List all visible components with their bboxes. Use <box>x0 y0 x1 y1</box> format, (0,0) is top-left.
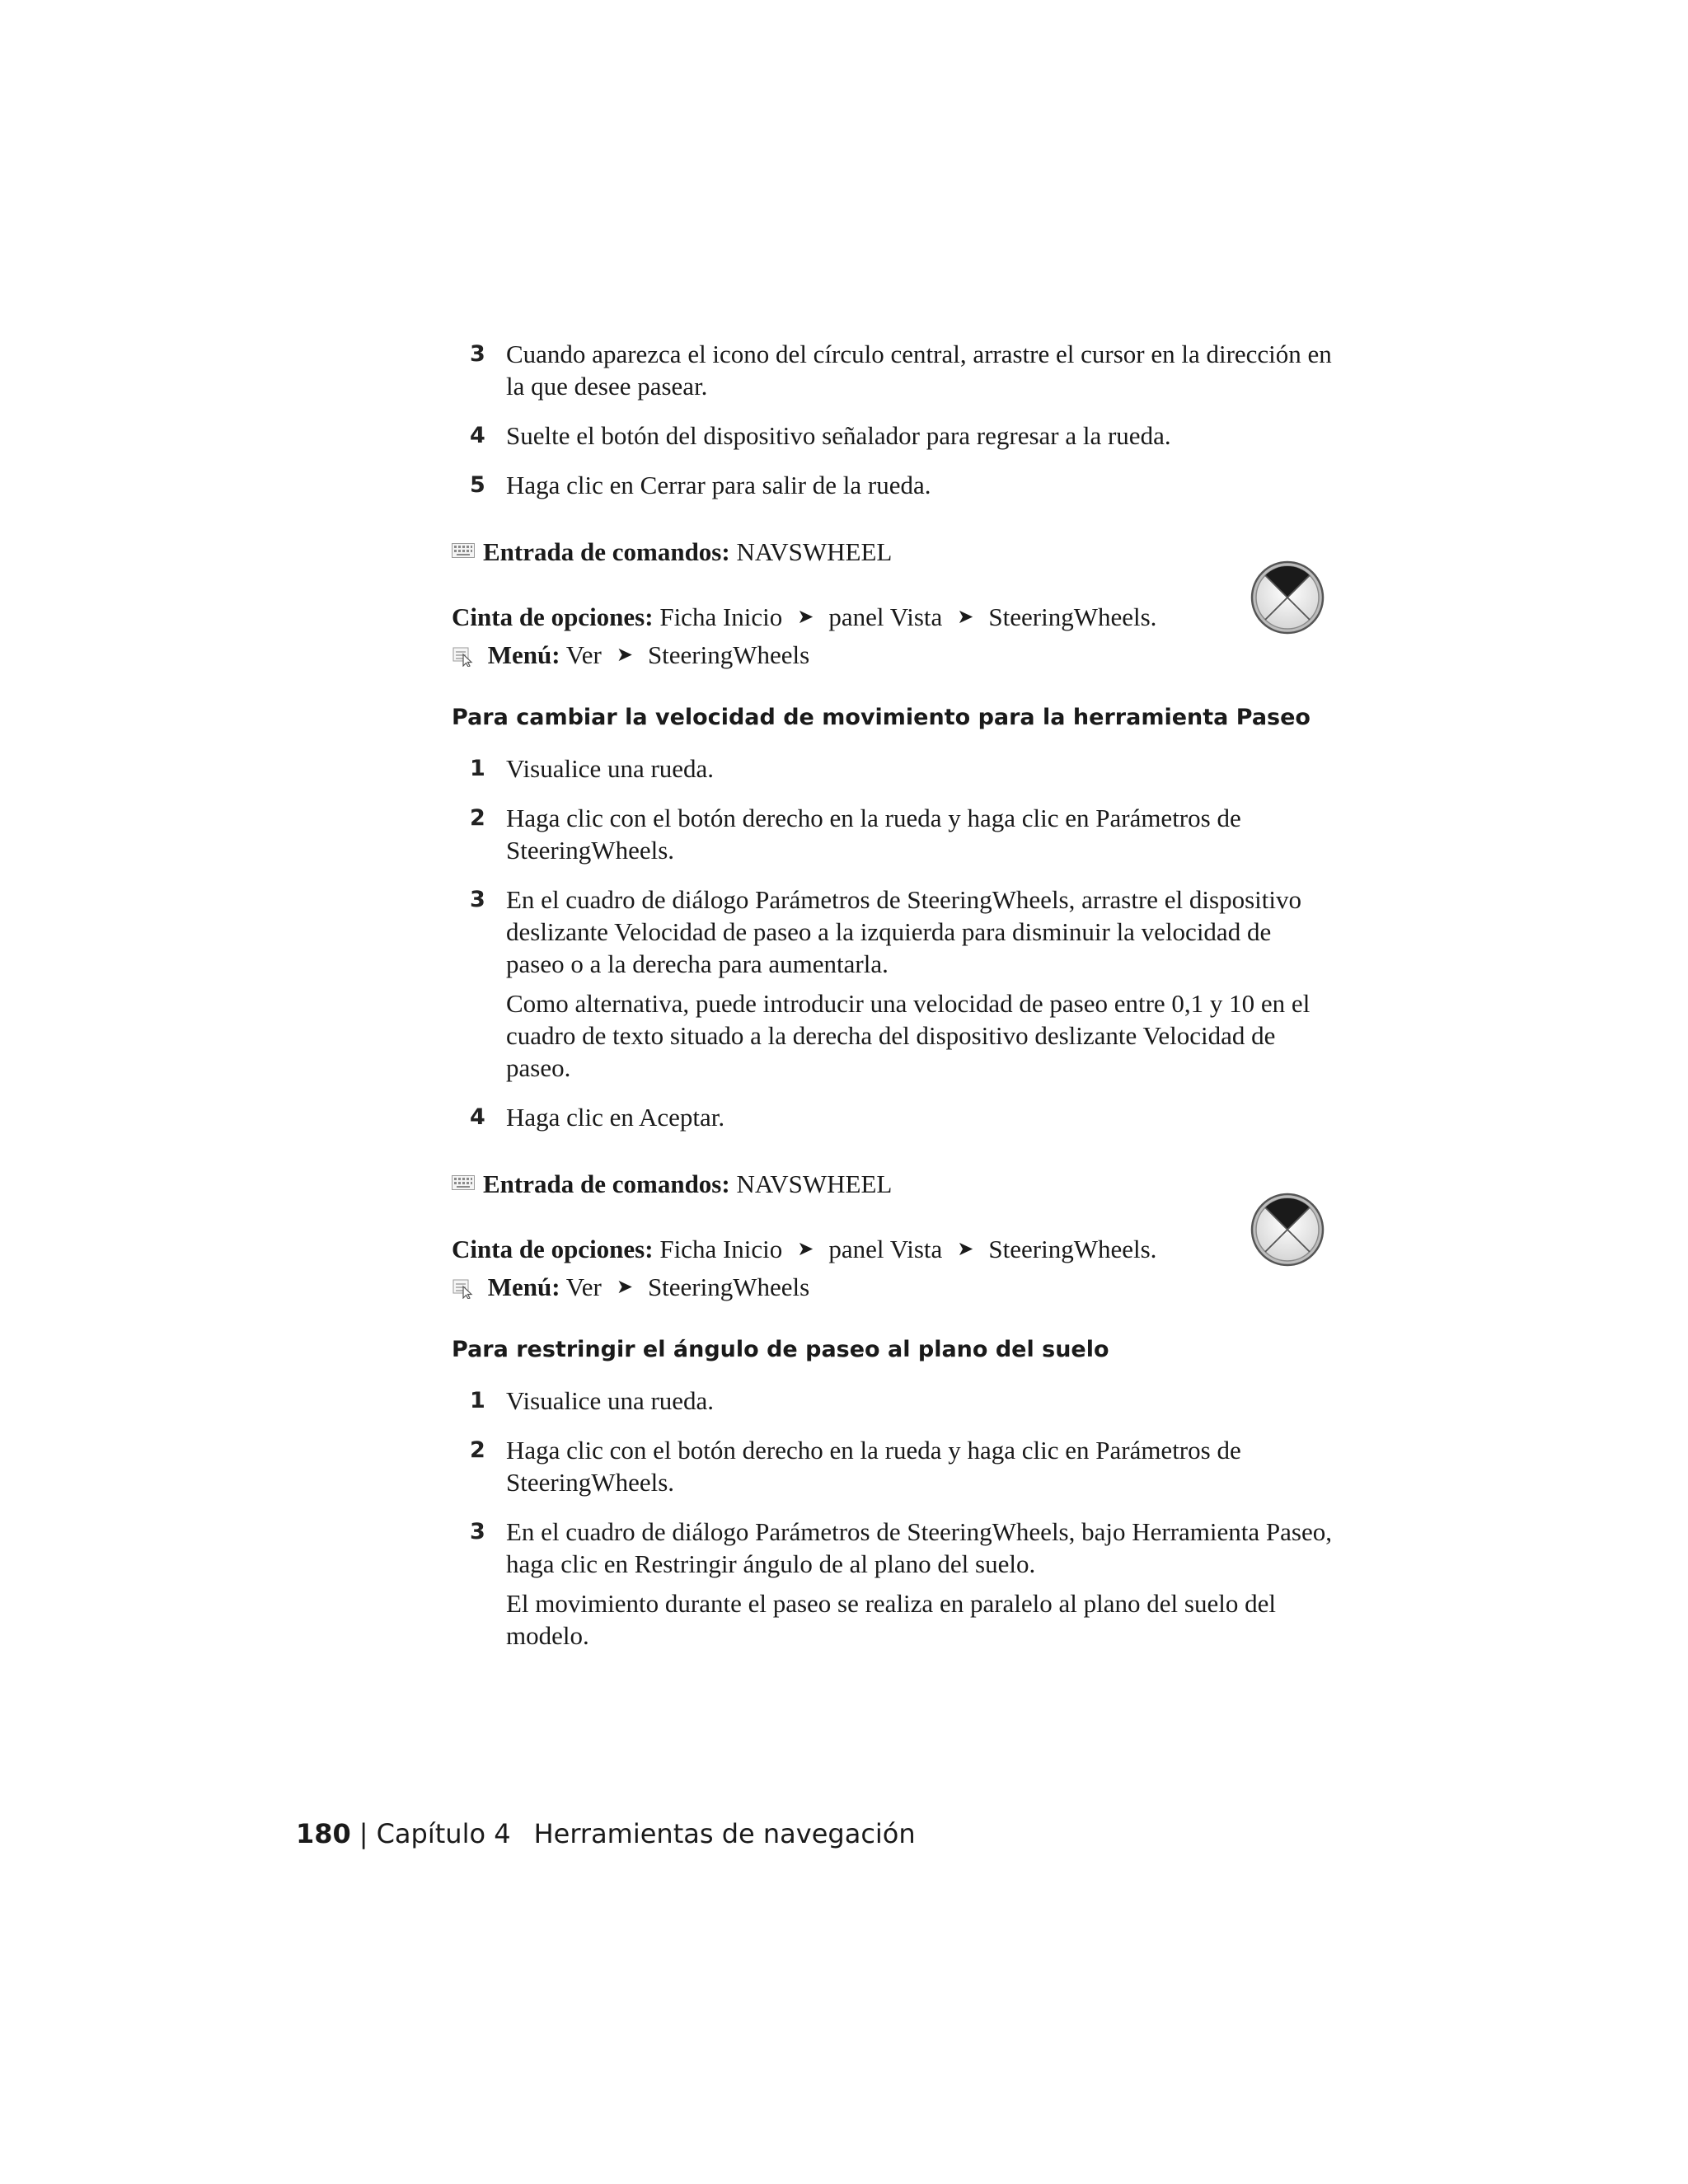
step-number: 1 <box>470 756 485 781</box>
chapter-title: Herramientas de navegación <box>533 1818 916 1849</box>
section-heading: Para restringir el ángulo de paseo al plano del suelo <box>452 1337 1109 1362</box>
step-text: En el cuadro de diálogo Parámetros de SteeringWheels, arrastre el dispositivo deslizante Velocidad de paseo a la izquierda para disminuir la velocidad de paseo o a la derecha para aumentarla. <box>506 885 1301 978</box>
list-item <box>452 469 1334 501</box>
footer-separator: | <box>359 1818 368 1849</box>
arrow-icon: ➤ <box>957 1237 974 1260</box>
arrow-icon: ➤ <box>616 643 633 666</box>
list-item <box>452 338 1334 402</box>
ribbon-menu-block <box>452 1231 1334 1307</box>
list-item <box>452 1516 1334 1652</box>
menu-part: SteeringWheels <box>647 640 810 669</box>
steering-wheel-icon <box>1250 560 1325 635</box>
ribbon-part: SteeringWheels. <box>988 602 1157 631</box>
page-number: 180 <box>296 1818 351 1849</box>
ribbon-label: Cinta de opciones: <box>452 602 654 631</box>
command-value: NAVSWHEEL <box>736 537 893 566</box>
step-number: 2 <box>470 1437 485 1463</box>
step-text: Cuando aparezca el icono del círculo central, arrastre el cursor en la dirección en la que desee pasear. <box>506 340 1332 401</box>
command-entry <box>452 1168 1334 1200</box>
command-label: Entrada de comandos: <box>483 1169 730 1198</box>
step-number: 3 <box>470 341 485 367</box>
step-number: 1 <box>470 1388 485 1413</box>
command-label: Entrada de comandos: <box>483 537 730 566</box>
list-item <box>452 883 1334 1084</box>
ribbon-line <box>452 1231 1334 1269</box>
step-text: Suelte el botón del dispositivo señalador para regresar a la rueda. <box>506 421 1171 450</box>
chapter-label: Capítulo 4 <box>376 1818 511 1849</box>
step-text: Visualice una rueda. <box>506 1386 715 1415</box>
ribbon-part: Ficha Inicio <box>659 1235 783 1263</box>
step-text: Haga clic en Aceptar. <box>506 1103 725 1132</box>
step-note: Como alternativa, puede introducir una velocidad de paseo entre 0,1 y 10 en el cuadro de texto situado a la derecha del dispositivo deslizante Velocidad de paseo. <box>506 989 1311 1082</box>
menu-part: Ver <box>565 1272 602 1301</box>
ribbon-part: SteeringWheels. <box>988 1235 1157 1263</box>
step-text: Visualice una rueda. <box>506 754 715 783</box>
menu-label: Menú: <box>487 640 560 669</box>
step-number: 3 <box>470 887 485 912</box>
step-note: El movimiento durante el paseo se realiza en paralelo al plano del suelo del modelo. <box>506 1589 1276 1650</box>
arrow-icon: ➤ <box>957 605 974 628</box>
list-item <box>452 802 1334 866</box>
menu-part: Ver <box>565 640 602 669</box>
keyboard-icon <box>452 1175 475 1190</box>
step-number: 5 <box>470 472 485 498</box>
list-item <box>452 1101 1334 1133</box>
step-text: En el cuadro de diálogo Parámetros de SteeringWheels, bajo Herramienta Paseo, haga clic en Restringir ángulo de al plano del suelo. <box>506 1517 1332 1578</box>
list-item <box>452 1385 1334 1417</box>
ribbon-part: panel Vista <box>828 1235 943 1263</box>
ribbon-menu-block <box>452 599 1334 675</box>
step-number: 2 <box>470 805 485 831</box>
menu-label: Menú: <box>487 1272 560 1301</box>
command-entry <box>452 536 1334 568</box>
ribbon-part: Ficha Inicio <box>659 602 783 631</box>
page-footer <box>296 1817 916 1850</box>
step-number: 4 <box>470 423 485 448</box>
content <box>452 338 1334 1669</box>
step-text: Haga clic con el botón derecho en la rueda y haga clic en Parámetros de SteeringWheels. <box>506 804 1241 865</box>
menu-line <box>452 637 1334 675</box>
ribbon-label: Cinta de opciones: <box>452 1235 654 1263</box>
ribbon-line <box>452 599 1334 637</box>
list-item <box>452 1434 1334 1498</box>
arrow-icon: ➤ <box>616 1275 633 1298</box>
menu-part: SteeringWheels <box>647 1272 810 1301</box>
step-number: 4 <box>470 1104 485 1130</box>
command-value: NAVSWHEEL <box>736 1169 893 1198</box>
menu-icon <box>452 1277 475 1299</box>
arrow-icon: ➤ <box>797 1237 814 1260</box>
menu-line <box>452 1269 1334 1307</box>
step-text: Haga clic con el botón derecho en la rueda y haga clic en Parámetros de SteeringWheels. <box>506 1436 1241 1497</box>
steering-wheel-icon <box>1250 1192 1325 1268</box>
keyboard-icon <box>452 543 475 558</box>
menu-icon <box>452 645 475 667</box>
list-item <box>452 419 1334 452</box>
ribbon-part: panel Vista <box>828 602 943 631</box>
list-item <box>452 752 1334 785</box>
section-heading: Para cambiar la velocidad de movimiento para la herramienta Paseo <box>452 705 1311 730</box>
step-number: 3 <box>470 1519 485 1544</box>
step-text: Haga clic en Cerrar para salir de la rueda. <box>506 471 931 499</box>
arrow-icon: ➤ <box>797 605 814 628</box>
